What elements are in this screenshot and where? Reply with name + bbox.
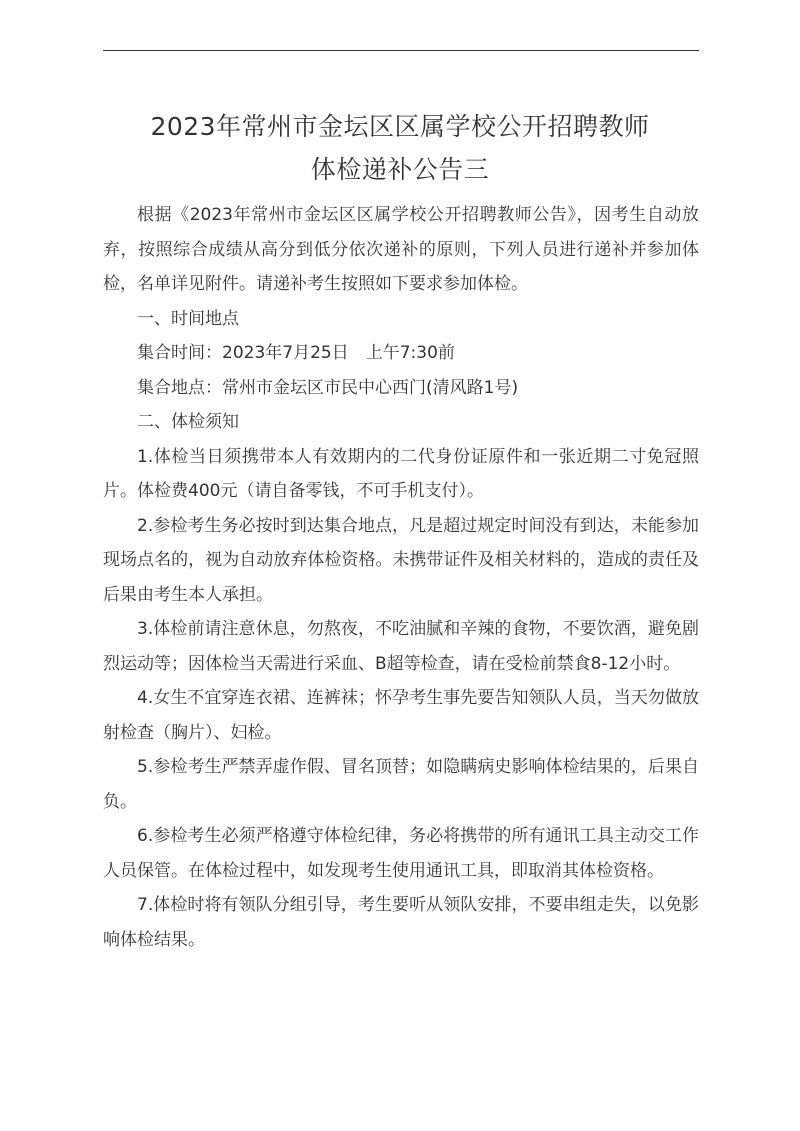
note-item-3: 3.体检前请注意休息，勿熬夜，不吃油腻和辛辣的食物，不要饮酒，避免剧烈运动等；因体检当天需进行采血、B超等检查，请在受检前禁食8-12小时。 xyxy=(103,619,699,674)
note-item-2: 2.参检考生务必按时到达集合地点，凡是超过规定时间没有到达，未能参加现场点名的，视为自动放弃体检资格。未携带证件及相关材料的，造成的责任及后果由考生本人承担。 xyxy=(103,515,699,605)
document-body xyxy=(103,198,699,957)
intro-paragraph: 根据《2023年常州市金坛区区属学校公开招聘教师公告》，因考生自动放弃，按照综合成绩从高分到低分依次递补的原则，下列人员进行递补并参加体检，名单详见附件。请递补考生按照如下要求参加体检。 xyxy=(103,205,699,294)
note-item-6: 6.参检考生必须严格遵守体检纪律，务必将携带的所有通讯工具主动交工作人员保管。在体检过程中，如发现考生使用通讯工具，即取消其体检资格。 xyxy=(103,826,699,881)
document-title-line-2: 体检递补公告三 xyxy=(310,155,490,184)
note-item-1: 1.体检当日须携带本人有效期内的二代身份证原件和一张近期二寸免冠照片。体检费400元（请自备零钱，不可手机支付）。 xyxy=(103,446,699,501)
note-item-7: 7.体检时将有领队分组引导，考生要听从领队安排，不要串组走失，以免影响体检结果。 xyxy=(103,895,699,950)
assembly-place: 集合地点：常州市金坛区市民中心西门(清风路1号) xyxy=(137,377,519,398)
note-item-5: 5.参检考生严禁弄虚作假、冒名顶替；如隐瞒病史影响体检结果的，后果自负。 xyxy=(103,757,699,812)
section-heading-notes: 二、体检须知 xyxy=(137,412,239,432)
header-rule xyxy=(103,50,699,51)
assembly-time: 集合时间：2023年7月25日 上午7:30前 xyxy=(137,343,455,363)
document-title-line-1: 2023年常州市金坛区区属学校公开招聘教师 xyxy=(150,112,650,141)
section-heading-time-place: 一、时间地点 xyxy=(137,308,239,329)
note-item-4: 4.女生不宜穿连衣裙、连裤袜；怀孕考生事先要告知领队人员，当天勿做放射检查（胸片）、妇检。 xyxy=(103,688,699,743)
